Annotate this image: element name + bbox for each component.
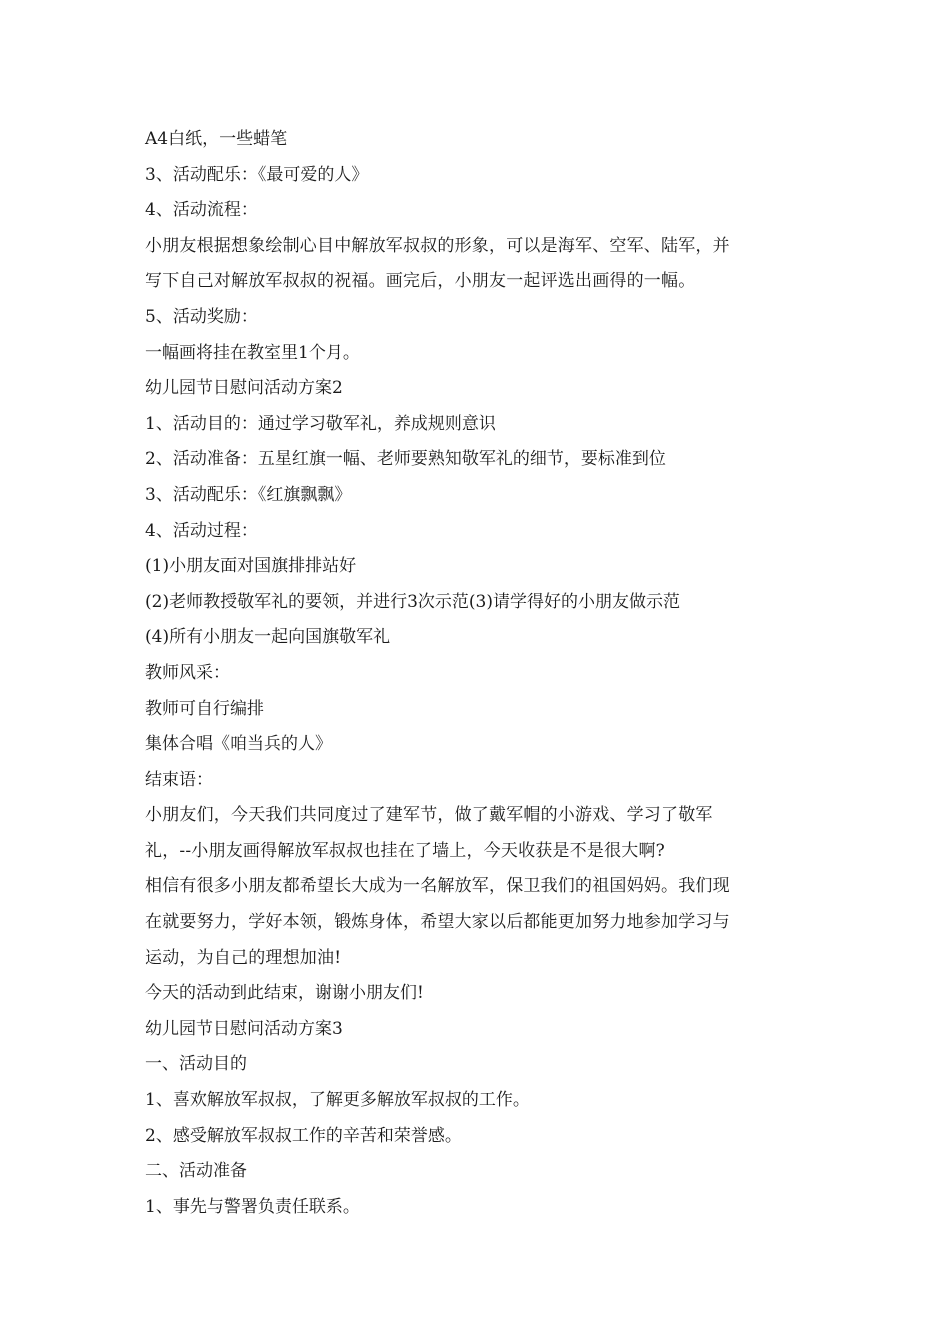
text-line: A4白纸，一些蜡笔 — [145, 129, 288, 149]
text-line: (2)老师教授敬军礼的要领，并进行3次示范(3)请学得好的小朋友做示范 — [145, 591, 680, 612]
text-line: 4、活动流程： — [145, 200, 258, 221]
paragraph-closing-2 — [145, 869, 810, 976]
text-line: (4)所有小朋友一起向国旗敬军礼 — [145, 627, 391, 648]
text-line: 4、活动过程： — [145, 520, 258, 541]
text-line: 结束语： — [145, 769, 213, 790]
text-line: 1、事先与警署负责任联系。 — [145, 1196, 360, 1217]
paragraph-drawing-activity — [145, 229, 810, 300]
text-line: 一、活动目的 — [145, 1054, 247, 1075]
text-line: 二、活动准备 — [145, 1161, 247, 1182]
text-line: 一幅画将挂在教室里1个月。 — [145, 342, 360, 363]
text-line: 礼，--小朋友画得解放军叔叔也挂在了墙上，今天收获是不是很大啊? — [145, 840, 666, 861]
document-page — [145, 122, 810, 1225]
text-line: 写下自己对解放军叔叔的祝福。画完后，小朋友一起评选出画得的一幅。 — [145, 271, 696, 292]
text-line: 3、活动配乐：《最可爱的人》 — [145, 164, 369, 185]
text-line: 集体合唱《咱当兵的人》 — [145, 734, 332, 755]
text-line: 小朋友们，今天我们共同度过了建军节，做了戴军帽的小游戏、学习了敬军 — [145, 805, 713, 826]
section-heading-plan-2: 幼儿园节日慰问活动方案2 — [145, 378, 343, 399]
text-line: 3、活动配乐：《红旗飘飘》 — [145, 484, 352, 505]
text-line: (1)小朋友面对国旗排排站好 — [145, 556, 357, 577]
text-line: 教师可自行编排 — [145, 698, 264, 719]
text-line: 在就要努力，学好本领，锻炼身体，希望大家以后都能更加努力地参加学习与 — [145, 912, 730, 933]
text-line: 5、活动奖励： — [145, 306, 258, 327]
text-line: 2、活动准备：五星红旗一幅、老师要熟知敬军礼的细节，要标准到位 — [145, 449, 666, 470]
text-line: 运动，为自己的理想加油! — [145, 947, 342, 968]
text-line: 相信有很多小朋友都希望长大成为一名解放军，保卫我们的祖国妈妈。我们现 — [145, 876, 730, 897]
section-heading-plan-3: 幼儿园节日慰问活动方案3 — [145, 1018, 343, 1039]
text-line: 教师风采： — [145, 662, 230, 683]
text-line: 今天的活动到此结束，谢谢小朋友们! — [145, 983, 424, 1004]
text-line: 1、喜欢解放军叔叔，了解更多解放军叔叔的工作。 — [145, 1090, 530, 1111]
text-line: 小朋友根据想象绘制心目中解放军叔叔的形象，可以是海军、空军、陆军，并 — [145, 235, 730, 256]
paragraph-closing-1 — [145, 798, 810, 869]
text-line: 1、活动目的：通过学习敬军礼，养成规则意识 — [145, 413, 496, 434]
text-line: 2、感受解放军叔叔工作的辛苦和荣誉感。 — [145, 1125, 462, 1146]
